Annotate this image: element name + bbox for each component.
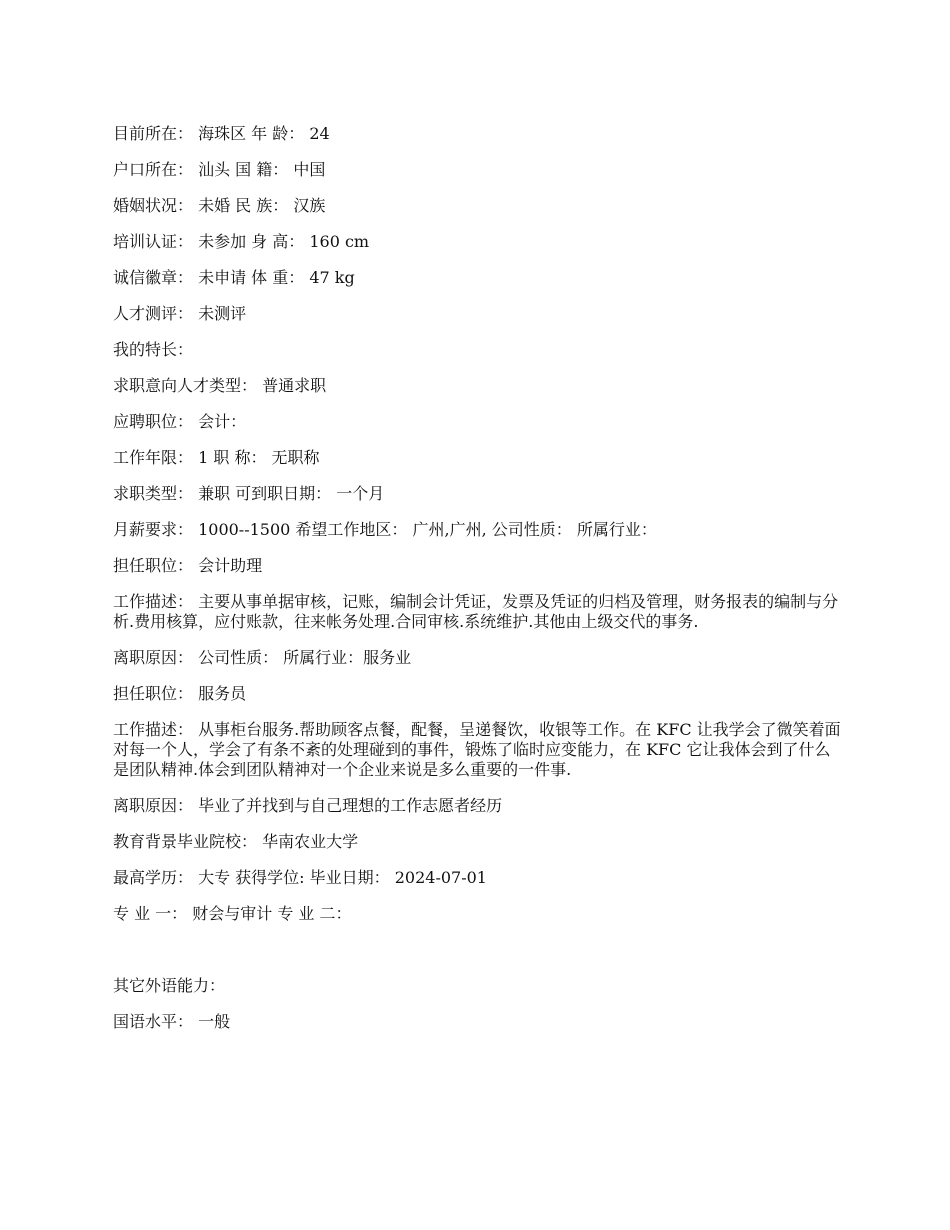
resume-document — [113, 124, 843, 1048]
education-school-line: 教育背景毕业院校： 华南农业大学 — [113, 832, 359, 851]
other-language-line: 其它外语能力： — [113, 976, 226, 995]
highest-degree-line: 最高学历： 大专 获得学位: 毕业日期： 2024-07-01 — [113, 868, 487, 887]
major-line: 专 业 一： 财会与审计 专 业 二： — [113, 904, 352, 923]
job-description-paragraph-2: 工作描述： 从事柜台服务.帮助顾客点餐，配餐，呈递餐饮，收银等工作。在 KFC 让我学会了微笑着面对每一个人，学会了有条不紊的处理碰到的事件，锻炼了临时应变能力，在 KFC 它让我体会到了什么是团队精神.体会到团队精神对一个企业来说是多么重要的一件事. — [113, 720, 841, 779]
applied-position-line: 应聘职位： 会计： — [113, 412, 247, 431]
household-registration-line: 户口所在： 汕头 国 籍： 中国 — [113, 160, 326, 179]
integrity-badge-line: 诚信徽章： 未申请 体 重： 47 kg — [113, 268, 355, 287]
held-position-line-1: 担任职位： 会计助理 — [113, 556, 263, 575]
salary-requirement-line: 月薪要求： 1000--1500 希望工作地区： 广州,广州, 公司性质： 所属行业： — [113, 520, 657, 539]
training-certification-line: 培训认证： 未参加 身 高： 160 cm — [113, 232, 370, 251]
work-years-line: 工作年限： 1 职 称： 无职称 — [113, 448, 320, 467]
talent-assessment-line: 人才测评： 未测评 — [113, 304, 247, 323]
job-intention-type-line: 求职意向人才类型： 普通求职 — [113, 376, 327, 395]
job-type-line: 求职类型： 兼职 可到职日期： 一个月 — [113, 484, 385, 503]
leaving-reason-line-2: 离职原因： 毕业了并找到与自己理想的工作志愿者经历 — [113, 796, 503, 815]
leaving-reason-line-1: 离职原因： 公司性质： 所属行业：服务业 — [113, 648, 412, 667]
job-description-paragraph-1: 工作描述： 主要从事单据审核，记账，编制会计凭证，发票及凭证的归档及管理，财务报表的编制与分析.费用核算，应付账款，往来帐务处理.合同审核.系统维护.其他由上级交代的事务. — [113, 592, 839, 631]
mandarin-level-line: 国语水平： 一般 — [113, 1012, 231, 1031]
held-position-line-2: 担任职位： 服务员 — [113, 684, 247, 703]
current-location-line: 目前所在： 海珠区 年 龄： 24 — [113, 124, 330, 143]
specialties-line: 我的特长： — [113, 340, 194, 359]
marital-status-line: 婚姻状况： 未婚 民 族： 汉族 — [113, 196, 326, 215]
